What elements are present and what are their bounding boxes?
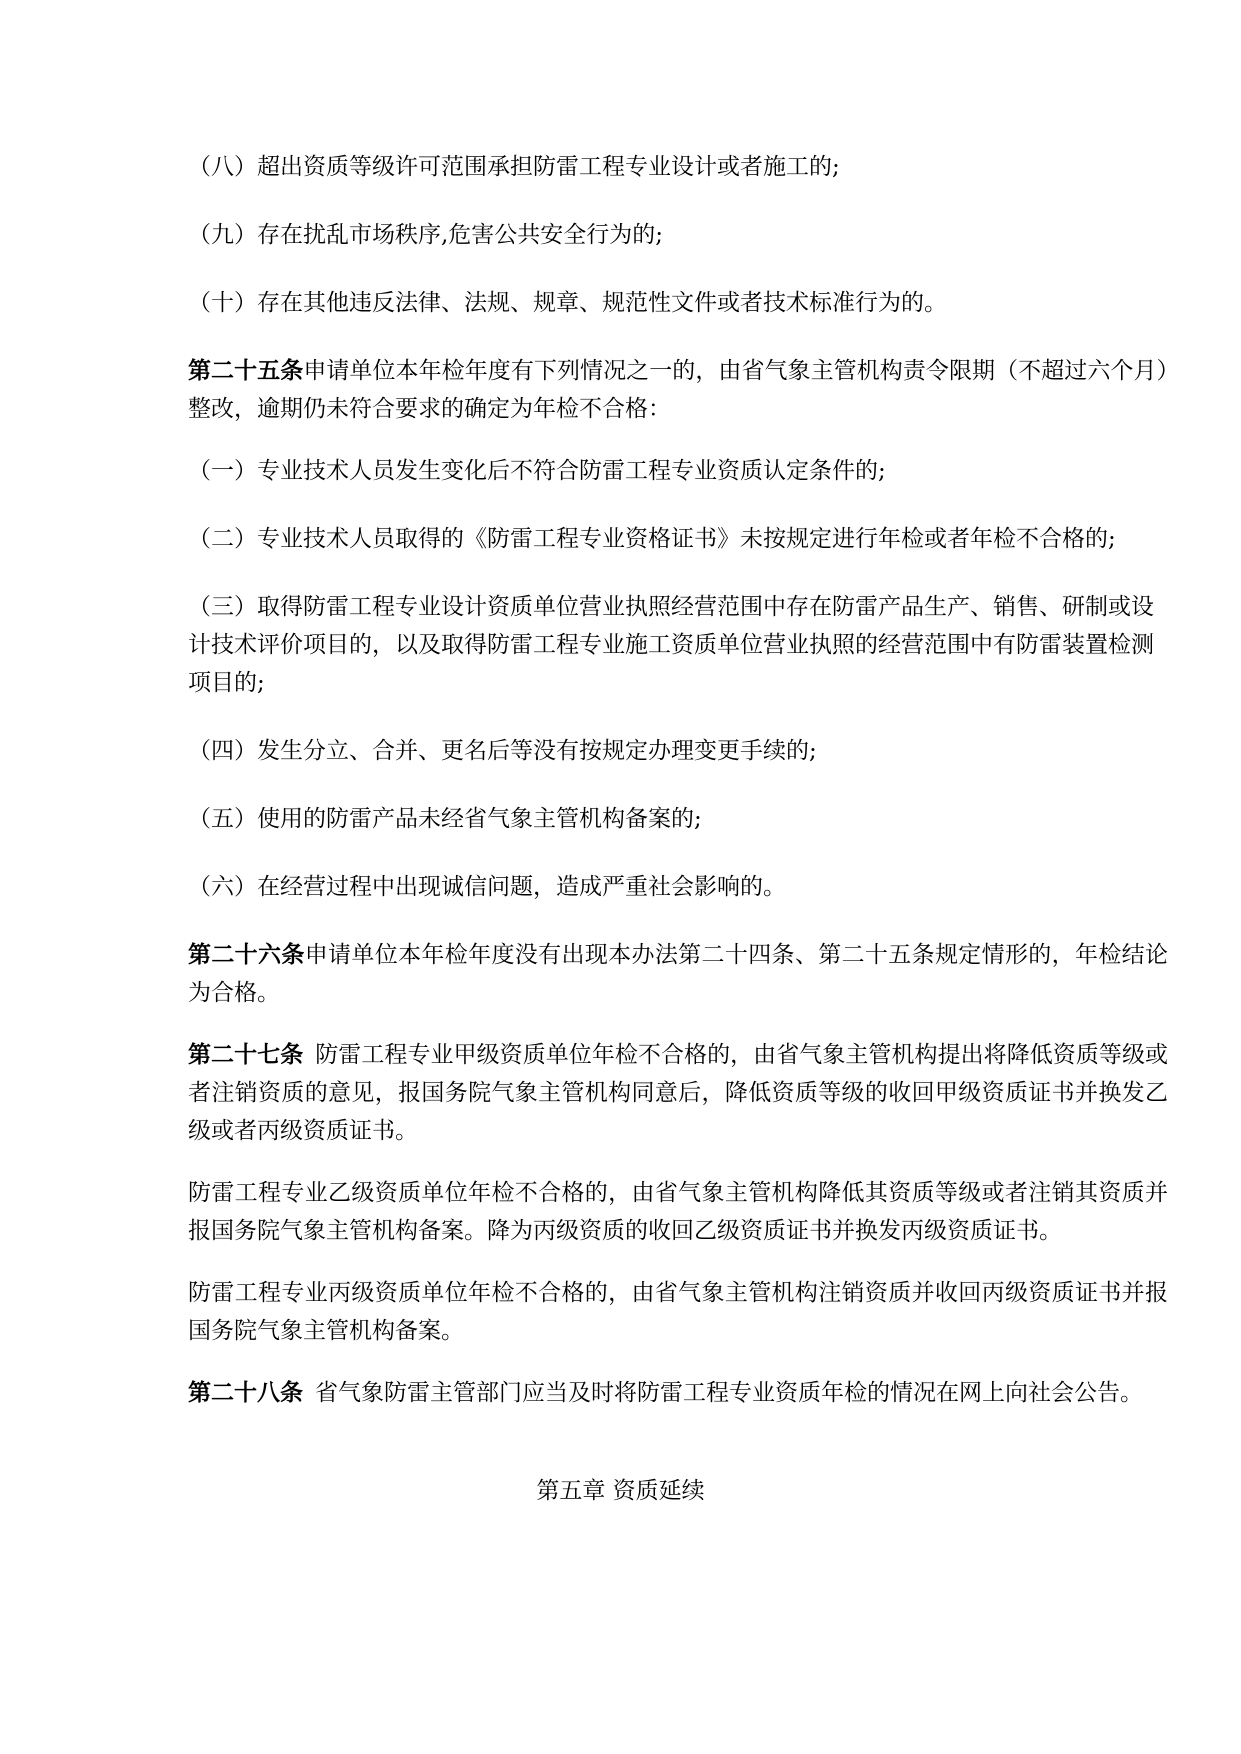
article-number: 第二十七条 xyxy=(188,1041,304,1068)
list-item: （三）取得防雷工程专业设计资质单位营业执照经营范围中存在防雷产品生产、销售、研制或设计技术评价项目的，以及取得防雷工程专业施工资质单位营业执照的经营范围中有防雷装置检测项目的; xyxy=(188,594,1154,696)
list-item: （六）在经营过程中出现诚信问题，造成严重社会影响的。 xyxy=(188,874,786,900)
list-item: （九）存在扰乱市场秩序,危害公共安全行为的; xyxy=(188,222,664,248)
article-text: 省气象防雷主管部门应当及时将防雷工程专业资质年检的情况在网上向社会公告。 xyxy=(315,1380,1143,1406)
article-number: 第二十八条 xyxy=(188,1379,303,1406)
list-item: （四）发生分立、合并、更名后等没有按规定办理变更手续的; xyxy=(188,738,817,764)
list-item: （二）专业技术人员取得的《防雷工程专业资格证书》未按规定进行年检或者年检不合格的; xyxy=(188,526,1116,552)
article-text: 申请单位本年检年度有下列情况之一的，由省气象主管机构责令限期（不超过六个月）整改，逾期仍未符合要求的确定为年检不合格： xyxy=(188,358,1169,422)
article-25 xyxy=(188,352,1168,428)
document-body xyxy=(188,148,1168,1436)
list-item: （一）专业技术人员发生变化后不符合防雷工程专业资质认定条件的; xyxy=(188,458,886,484)
paragraph: 防雷工程专业乙级资质单位年检不合格的，由省气象主管机构降低其资质等级或者注销其资质并报国务院气象主管机构备案。降为丙级资质的收回乙级资质证书并换发丙级资质证书。 xyxy=(188,1180,1168,1244)
article-number: 第二十六条 xyxy=(188,941,305,968)
article-number: 第二十五条 xyxy=(188,357,304,384)
article-27 xyxy=(188,1036,1168,1150)
article-26 xyxy=(188,936,1168,1012)
list-item: （五）使用的防雷产品未经省气象主管机构备案的; xyxy=(188,806,702,832)
article-text: 申请单位本年检年度没有出现本办法第二十四条、第二十五条规定情形的，年检结论为合格。 xyxy=(188,942,1169,1006)
article-text: 防雷工程专业甲级资质单位年检不合格的，由省气象主管机构提出将降低资质等级或者注销资质的意见，报国务院气象主管机构同意后，降低资质等级的收回甲级资质证书并换发乙级或者丙级资质证书。 xyxy=(188,1042,1169,1144)
chapter-title: 第五章 资质延续 xyxy=(536,1478,705,1504)
list-item: （八）超出资质等级许可范围承担防雷工程专业设计或者施工的; xyxy=(188,154,840,180)
paragraph: 防雷工程专业丙级资质单位年检不合格的，由省气象主管机构注销资质并收回丙级资质证书并报国务院气象主管机构备案。 xyxy=(188,1280,1168,1344)
list-item: （十）存在其他违反法律、法规、规章、规范性文件或者技术标准行为的。 xyxy=(188,290,947,316)
article-28 xyxy=(188,1374,1168,1412)
